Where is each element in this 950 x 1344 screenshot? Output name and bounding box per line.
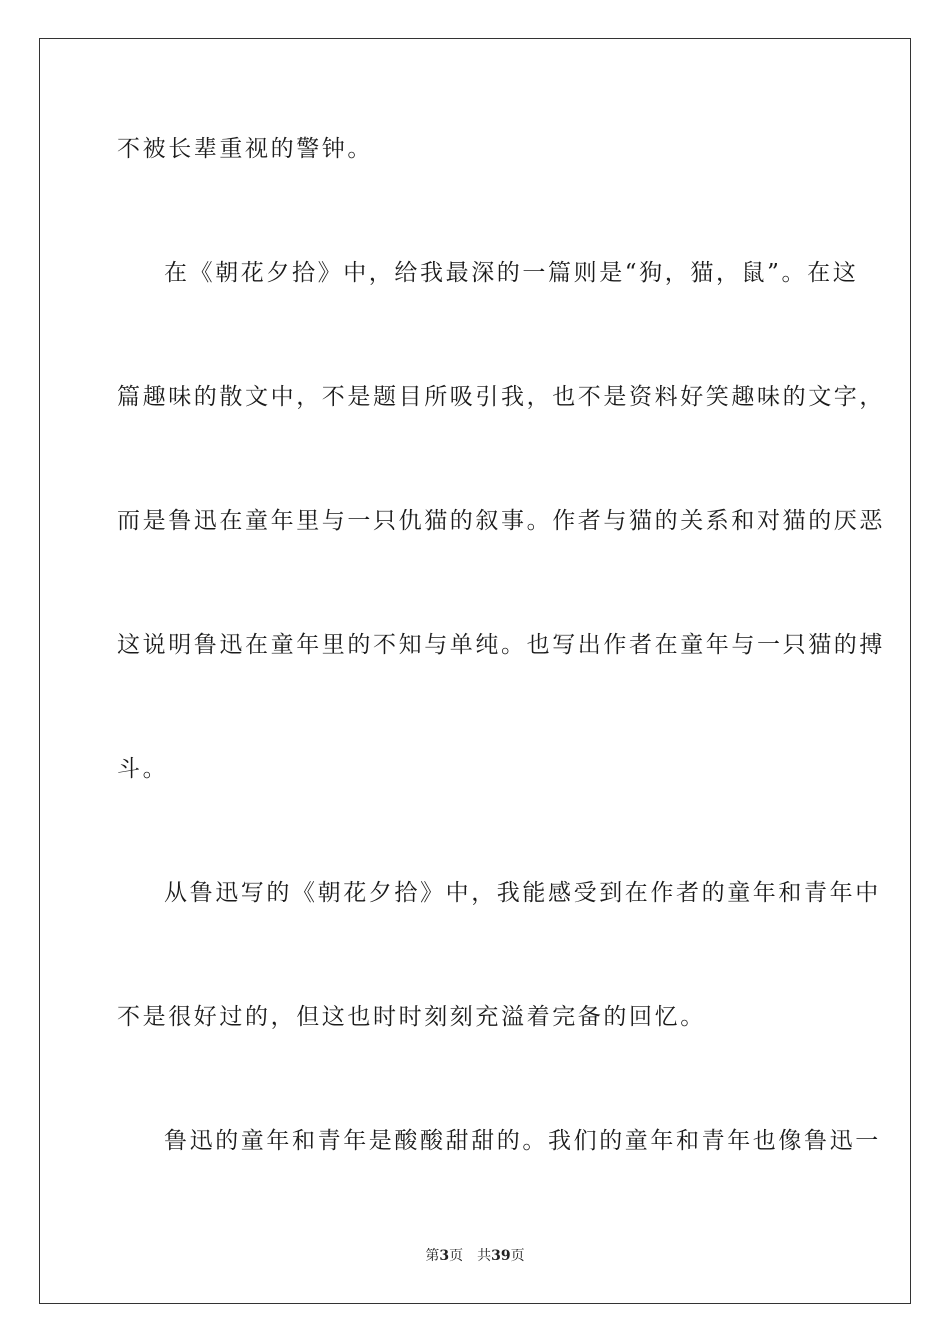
text-line: 斗。 (117, 756, 169, 782)
page-footer (0, 1247, 950, 1265)
text-line: 篇趣味的散文中，不是题目所吸引我，也不是资料好笑趣味的文字， (117, 384, 885, 410)
total-prefix: 共 (477, 1248, 492, 1264)
text-line: 不是很好过的，但这也时时刻刻充溢着完备的回忆。 (117, 1004, 706, 1030)
text-line: 这说明鲁迅在童年里的不知与单纯。也写出作者在童年与一只猫的搏 (117, 632, 885, 658)
total-suffix: 页 (510, 1248, 525, 1264)
page-prefix: 第 (425, 1248, 440, 1264)
total-pages: 39 (491, 1248, 511, 1264)
paragraph-first-line: 在《朝花夕拾》中，给我最深的一篇则是“狗，猫，鼠”。在这 (164, 260, 859, 286)
page-suffix: 页 (449, 1248, 464, 1264)
paragraph-first-line: 鲁迅的童年和青年是酸酸甜甜的。我们的童年和青年也像鲁迅一 (164, 1128, 881, 1154)
text-line: 而是鲁迅在童年里与一只仇猫的叙事。作者与猫的关系和对猫的厌恶 (117, 508, 885, 534)
text-line: 不被长辈重视的警钟。 (117, 136, 373, 162)
paragraph-first-line: 从鲁迅写的《朝花夕拾》中，我能感受到在作者的童年和青年中 (164, 880, 881, 906)
page-border (39, 38, 911, 1304)
page-number: 3 (439, 1248, 450, 1264)
